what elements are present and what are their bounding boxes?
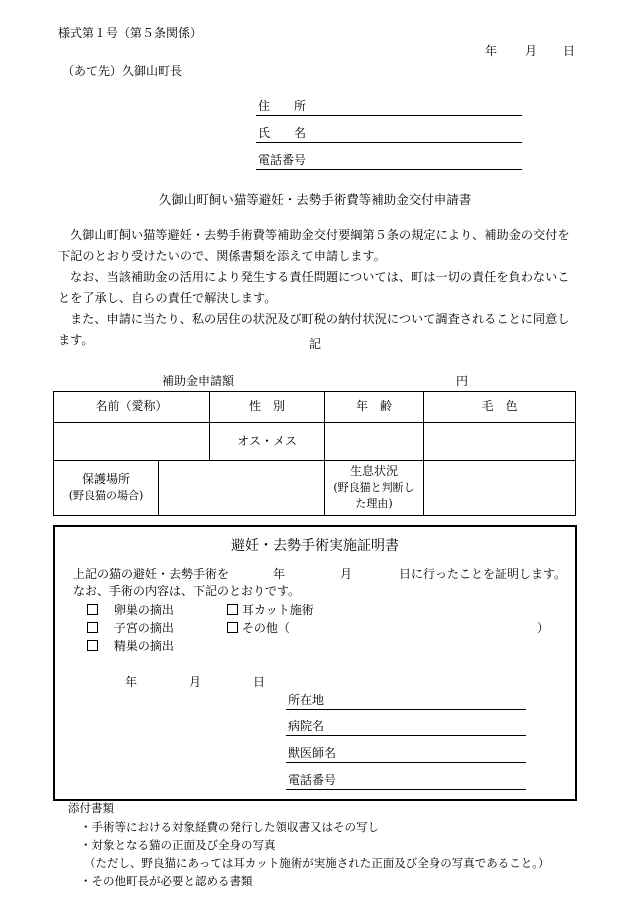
- subsidy-label: 補助金申請額: [162, 374, 235, 388]
- protect-label: 保護場所: [81, 472, 130, 487]
- habitat-cell[interactable]: [424, 461, 576, 516]
- body-paragraph-1: 久御山町飼い猫等避妊・去勢手術費等補助金交付要綱第５条の規定により、補助金の交付を下記のとおり受けたいので、関係書類を添えて申請します。: [58, 228, 570, 263]
- ki-marker: 記: [309, 337, 322, 351]
- protect-label-cell: [54, 461, 159, 516]
- addressee: （あて先）久御山町長: [62, 64, 183, 78]
- option-testis-label: 精巣の摘出: [113, 639, 174, 653]
- certificate-line1-a: 上記の猫の避妊・去勢手術を: [73, 567, 230, 581]
- header-name: 名前（愛称）: [54, 392, 210, 423]
- checkbox-testis[interactable]: [87, 640, 98, 651]
- cat-sex-cell[interactable]: オス・メス: [210, 423, 325, 461]
- certificate-line2: なお、手術の内容は、下記のとおりです。: [73, 584, 301, 598]
- certificate-line1-b: 日に行ったことを証明します。: [399, 567, 567, 581]
- attachments-heading: 添付書類: [68, 801, 114, 815]
- option-ear-cut[interactable]: [227, 603, 314, 619]
- habitat-label-cell: [325, 461, 424, 516]
- checkbox-ovary[interactable]: [87, 604, 98, 615]
- name-field[interactable]: [256, 142, 522, 143]
- header-sex: 性 別: [210, 392, 325, 423]
- habitat-sub: (野良猫と判断した理由): [333, 480, 415, 510]
- location-field[interactable]: [286, 709, 526, 710]
- cat-age-cell[interactable]: [325, 423, 424, 461]
- attachment-item: ・その他町長が必要と認める書類: [80, 874, 253, 888]
- cat-info-table: [53, 391, 576, 516]
- body-paragraph-2: なお、当該補助金の活用により発生する責任問題については、町は一切の責任を負わないことを了承し、自らの責任で解決します。: [58, 270, 570, 305]
- certificate-date-year: 年: [125, 675, 138, 689]
- protect-place-cell[interactable]: [159, 461, 325, 516]
- phone-label: 電話番号: [258, 153, 307, 167]
- certificate-date-month: 月: [189, 675, 202, 689]
- body-paragraph-3: また、申請に当たり、私の居住の状況及び町税の納付状況について調査されることに同意します。: [58, 312, 570, 347]
- certificate-date-day: 日: [253, 675, 266, 689]
- checkbox-other[interactable]: [227, 622, 238, 633]
- option-ear-cut-label: 耳カット施術: [241, 603, 314, 617]
- date-year: 年: [485, 44, 498, 58]
- habitat-label: 生息状況: [350, 464, 399, 479]
- vet-field[interactable]: [286, 762, 526, 763]
- table-row: [54, 423, 576, 461]
- option-other-label: その他（: [241, 621, 290, 635]
- option-testis[interactable]: [87, 639, 174, 655]
- protect-sub: (野良猫の場合): [68, 488, 144, 502]
- phone-field[interactable]: [256, 169, 522, 170]
- address-label: 住 所: [258, 99, 307, 113]
- certificate-title: 避妊・去勢手術実施証明書: [231, 538, 399, 554]
- document-title: 久御山町飼い猫等避妊・去勢手術費等補助金交付申請書: [158, 192, 472, 207]
- date-month: 月: [525, 44, 538, 58]
- cat-color-cell[interactable]: [424, 423, 576, 461]
- table-row: [54, 461, 576, 516]
- address-field[interactable]: [256, 115, 522, 116]
- certificate-line1-month: 月: [340, 567, 353, 581]
- checkbox-ear-cut[interactable]: [227, 604, 238, 615]
- name-label: 氏 名: [258, 126, 307, 140]
- option-other[interactable]: [227, 621, 290, 637]
- attachment-item: （ただし、野良猫にあっては耳カット施術が実施された正面及び全身の写真であること。）: [84, 856, 550, 870]
- header-age: 年 齢: [325, 392, 424, 423]
- vet-label: 獣医師名: [288, 746, 337, 760]
- attachment-item: ・対象となる猫の正面及び全身の写真: [80, 838, 276, 852]
- option-ovary-label: 卵巣の摘出: [113, 603, 174, 617]
- option-uterus[interactable]: [87, 621, 174, 637]
- hospital-field[interactable]: [286, 735, 526, 736]
- cat-name-cell[interactable]: [54, 423, 210, 461]
- attachment-item: ・手術等における対象経費の発行した領収書又はその写し: [80, 820, 379, 834]
- cert-phone-label: 電話番号: [288, 773, 337, 787]
- option-ovary[interactable]: [87, 603, 174, 619]
- certificate-line1-year: 年: [273, 567, 286, 581]
- hospital-label: 病院名: [288, 719, 325, 733]
- date-day: 日: [563, 44, 576, 58]
- header-color: 毛 色: [424, 392, 576, 423]
- subsidy-unit: 円: [456, 374, 469, 388]
- option-uterus-label: 子宮の摘出: [113, 621, 174, 635]
- certificate-box: [53, 525, 577, 801]
- table-header-row: [54, 392, 576, 423]
- location-label: 所在地: [288, 693, 325, 707]
- option-other-close: ）: [537, 621, 550, 635]
- form-number: 様式第１号（第５条関係）: [58, 26, 203, 40]
- cert-phone-field[interactable]: [286, 789, 526, 790]
- checkbox-uterus[interactable]: [87, 622, 98, 633]
